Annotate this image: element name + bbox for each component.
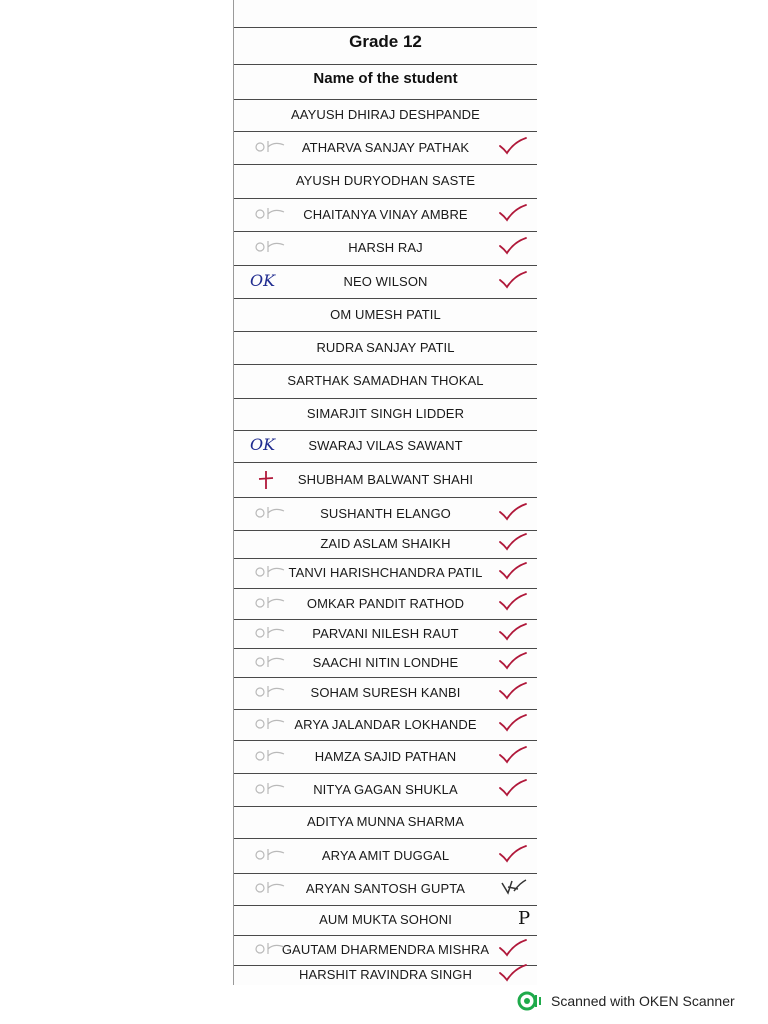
row-divider [234,965,537,966]
faint-ok-mark-icon [254,137,290,160]
row-divider [234,198,537,199]
student-name: CHAITANYA VINAY AMBRE [303,206,468,222]
row-divider [234,430,537,431]
student-name: AAYUSH DHIRAJ DESHPANDE [291,107,480,122]
row-divider [234,873,537,874]
student-name: ARYAN SANTOSH GUPTA [305,881,466,896]
faint-ok-mark-icon [254,204,290,227]
tick-mark-icon [498,236,528,261]
tick-mark-icon [498,592,528,617]
student-name: ARYA AMIT DUGGAL [321,847,450,863]
tick-mark-icon [498,203,528,228]
row-divider [234,838,537,839]
tick-mark-icon [498,844,528,869]
row-divider [234,905,537,906]
student-name: HAMZA SAJID PATHAN [314,748,457,764]
faint-ok-mark-icon [254,593,290,616]
tick-mark-icon [498,963,528,988]
student-name: GAUTAM DHARMENDRA MISHRA [281,942,490,957]
faint-ok-mark-icon [254,878,290,901]
ok-note: OK [250,435,276,454]
student-name: HARSHIT RAVINDRA SINGH [299,967,472,982]
tick-mark-icon [498,681,528,706]
student-name: NITYA GAGAN SHUKLA [313,781,458,797]
grade-title: Grade 12 [349,32,422,51]
student-name: OM UMESH PATIL [330,306,441,322]
scribble-mark-icon [498,877,528,902]
row-divider [234,398,537,399]
faint-ok-mark-icon [254,652,290,675]
student-name: RUDRA SANJAY PATIL [316,339,455,355]
faint-ok-mark-icon [254,562,290,585]
tick-mark-icon [498,651,528,676]
tick-mark-icon [498,270,528,295]
row-divider [234,935,537,936]
faint-ok-mark-icon [254,845,290,868]
row-divider [234,64,537,65]
student-name: HARSH RAJ [348,240,423,255]
student-name: SAACHI NITIN LONDHE [312,654,459,670]
faint-ok-mark-icon [254,503,290,526]
student-name: NEO WILSON [343,273,428,289]
student-name: AUM MUKTA SOHONI [319,912,452,927]
row-divider [234,131,537,132]
tick-mark-icon [498,136,528,161]
row-divider [234,99,537,100]
attendance-sheet [233,0,537,985]
faint-ok-mark-icon [254,237,290,260]
faint-ok-mark-icon [254,746,290,769]
row-divider [234,530,537,531]
student-name: SHUBHAM BALWANT SHAHI [297,471,474,487]
student-name: SWARAJ VILAS SAWANT [308,438,463,453]
scanner-label: Scanned with OKEN Scanner [551,993,735,1009]
tick-mark-icon [498,502,528,527]
row-divider [234,677,537,678]
tick-mark-icon [498,778,528,803]
student-name: SUSHANTH ELANGO [320,505,451,521]
student-name: OMKAR PANDIT RATHOD [306,595,465,611]
cross-mark-icon [256,469,276,496]
faint-ok-mark-icon [254,779,290,802]
row-divider [234,619,537,620]
row-divider [234,773,537,774]
row-divider [234,265,537,266]
faint-ok-mark-icon [254,714,290,737]
tick-mark-icon [498,622,528,647]
row-divider [234,806,537,807]
present-mark: P [518,908,531,929]
tick-mark-icon [498,938,528,963]
faint-ok-mark-icon [254,939,290,962]
student-name: ADITYA MUNNA SHARMA [307,814,464,829]
student-name: TANVI HARISHCHANDRA PATIL [288,565,483,580]
row-divider [234,164,537,165]
student-name: ATHARVA SANJAY PATHAK [301,139,470,155]
tick-mark-icon [498,561,528,586]
row-divider [234,497,537,498]
tick-mark-icon [498,745,528,770]
row-divider [234,364,537,365]
row-divider [234,648,537,649]
row-divider [234,231,537,232]
faint-ok-mark-icon [254,682,290,705]
scanner-footer [517,990,735,1012]
scanner-logo-icon [517,991,543,1011]
tick-mark-icon [498,532,528,557]
student-name: ARYA JALANDAR LOKHANDE [294,716,477,732]
student-name: PARVANI NILESH RAUT [312,625,459,641]
row-divider [234,709,537,710]
student-name: ZAID ASLAM SHAIKH [320,536,451,551]
row-divider [234,27,537,28]
student-name: SOHAM SURESH KANBI [310,685,461,700]
row-divider [234,298,537,299]
student-name: AYUSH DURYODHAN SASTE [295,173,476,188]
row-divider [234,331,537,332]
tick-mark-icon [498,713,528,738]
student-name: SARTHAK SAMADHAN THOKAL [287,373,484,388]
row-divider [234,588,537,589]
student-name: SIMARJIT SINGH LIDDER [306,406,465,421]
faint-ok-mark-icon [254,623,290,646]
row-divider [234,558,537,559]
column-header: Name of the student [313,70,458,87]
row-divider [234,462,537,463]
row-divider [234,740,537,741]
ok-note: OK [250,270,276,290]
